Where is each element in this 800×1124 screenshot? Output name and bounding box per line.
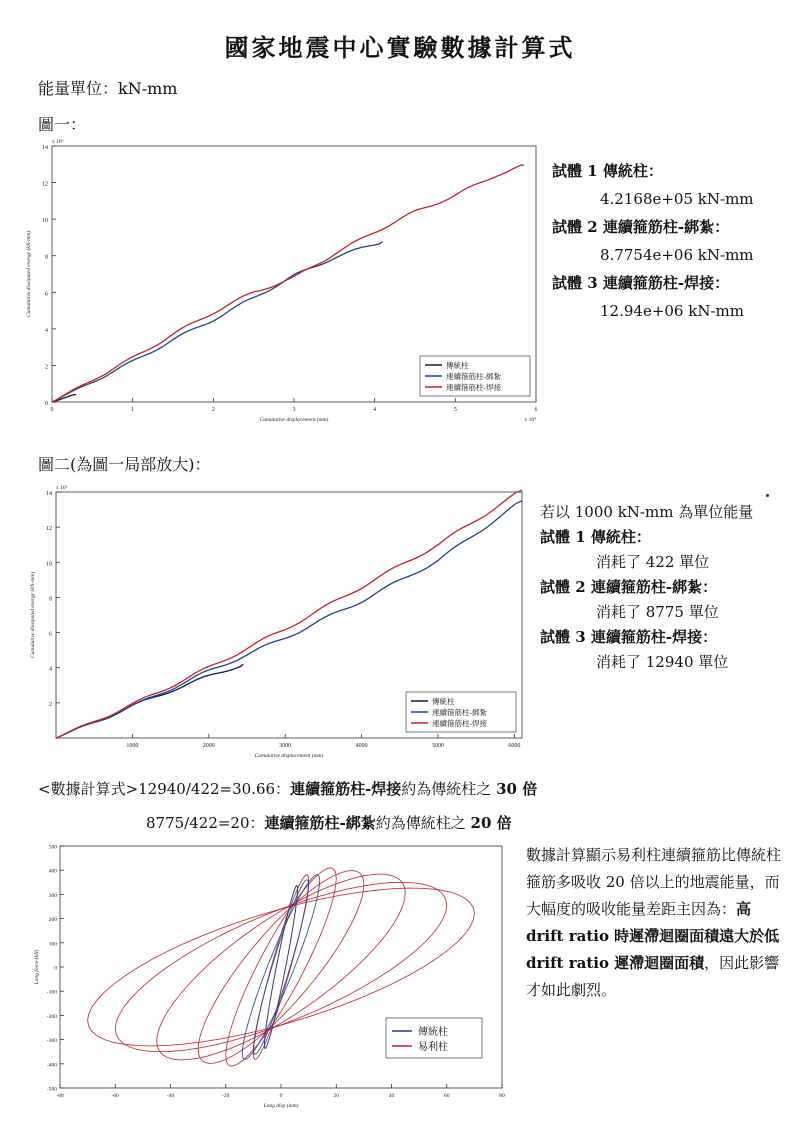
y-tick-label: -100 <box>46 989 57 996</box>
fig1-label: 圖一： <box>38 115 87 134</box>
scan-dot <box>766 494 769 497</box>
x-tick-label: -40 <box>166 1093 175 1099</box>
fig2-val1: 消耗了 422 單位 <box>596 553 710 571</box>
calc-1-mid: 約為傳統柱之 <box>401 780 492 798</box>
y-tick-label: 10 <box>42 218 48 225</box>
calc-1-bold: 連續箍筋柱-焊接 <box>290 780 402 798</box>
legend-label-2: 連續箍筋柱-綁紮 <box>432 708 487 717</box>
x-tick-label: 5000 <box>431 743 444 749</box>
y-tick-label: 12 <box>46 526 52 533</box>
hysteresis-loop-2-3 <box>226 868 336 1066</box>
chart-3 <box>28 838 512 1114</box>
x-tick-label: 4000 <box>355 743 368 749</box>
y-tick-label: 14 <box>42 145 48 151</box>
series-line-2 <box>52 242 383 403</box>
fig1-val1: 4.2168e+05 kN-mm <box>600 190 754 208</box>
calc-2-prefix: 8775/422=20： <box>146 814 265 832</box>
x-tick-label: 60 <box>444 1093 450 1099</box>
x-tick-label: 1000 <box>126 743 139 749</box>
x-axis-label: Cumulative displacement (mm) <box>254 753 324 759</box>
y-tick-label: 4 <box>49 666 52 673</box>
conclusion-normal: 數據計算顯示易利柱連續箍筋比傳統柱箍筋多吸收 20 倍以上的地震能量，而大幅度的吸收能量差距主因為： <box>526 846 782 918</box>
y-tick-label: 8 <box>45 254 48 261</box>
chart-1 <box>26 139 540 430</box>
conclusion-bold: 高 drift ratio 時遲滯迴圈面積遠大於低 drift ratio 遲滯迴圈面積 <box>526 900 780 972</box>
calc-1-end: 30 倍 <box>496 780 538 798</box>
y-tick-label: -500 <box>46 1086 57 1093</box>
x-tick-label: 5 <box>453 407 457 413</box>
x-axis-label: Long disp (mm) <box>263 1103 299 1109</box>
calc-2-end: 20 倍 <box>470 814 512 832</box>
legend-label-1: 傳統柱 <box>418 1027 448 1038</box>
x-tick-label: 2 <box>211 407 215 413</box>
x-tick-label: -60 <box>111 1093 119 1099</box>
y-tick-label: 0 <box>45 401 48 407</box>
fig1-val2: 8.7754e+06 kN-mm <box>600 246 754 264</box>
y-axis-label: Cumulative dissipated energy (kN-mm) <box>26 230 32 318</box>
series-line-1 <box>56 664 243 738</box>
conclusion-tail: ，因此影響才如此劇烈。 <box>526 954 780 999</box>
fig2-spec2: 試體 2 連續箍筋柱-綁紮： <box>540 578 718 596</box>
legend-label-1: 傳統柱 <box>446 361 469 370</box>
y-tick-label: 14 <box>46 491 52 497</box>
x-tick-label: 40 <box>388 1093 395 1099</box>
y-tick-label: -200 <box>46 1013 57 1020</box>
fig2-val2: 消耗了 8775 單位 <box>596 603 719 621</box>
y-exponent: x 10⁶ <box>52 139 64 145</box>
legend-label-1: 傳統柱 <box>432 697 455 706</box>
energy-unit: 能量單位：kN-mm <box>38 79 178 98</box>
legend-label-2: 易利柱 <box>418 1042 448 1053</box>
fig2-spec1: 試體 1 傳統柱： <box>540 528 651 546</box>
x-tick-label: 1 <box>131 407 135 413</box>
fig2-spec3: 試體 3 連續箍筋柱-焊接： <box>540 628 718 646</box>
fig2-intro: 若以 1000 kN-mm 為單位能量 <box>540 503 754 521</box>
x-tick-label: -20 <box>222 1093 230 1099</box>
y-axis-label: Long force (kN) <box>34 949 40 985</box>
x-tick-label: 20 <box>333 1093 339 1099</box>
x-tick-label: 3 <box>292 407 296 413</box>
x-exponent: x 10⁴ <box>524 417 536 423</box>
y-tick-label: 6 <box>49 631 52 638</box>
legend-label-2: 連續箍筋柱-綁紮 <box>446 372 501 381</box>
y-tick-label: -300 <box>46 1038 57 1045</box>
chart-3-svg <box>28 838 512 1114</box>
hysteresis-loop-1-2 <box>253 880 308 1054</box>
y-tick-label: 2 <box>45 364 48 371</box>
y-tick-label: 2 <box>49 701 52 708</box>
fig1-spec2: 試體 2 連續箍筋柱-綁紮： <box>552 218 730 236</box>
calc-2-mid: 約為傳統柱之 <box>375 814 466 832</box>
y-tick-label: 300 <box>48 892 57 899</box>
chart-1-svg <box>26 139 540 430</box>
fig1-spec3: 試體 3 連續箍筋柱-焊接： <box>552 274 730 292</box>
y-exponent: x 10⁵ <box>56 485 68 491</box>
y-tick-label: 400 <box>48 868 57 875</box>
fig2-label: 圖二(為圖一局部放大)： <box>38 455 211 474</box>
y-tick-label: 10 <box>46 561 52 568</box>
legend-label-3: 連續箍筋柱-焊接 <box>446 383 501 392</box>
calc-2-bold: 連續箍筋柱-綁紮 <box>264 814 376 832</box>
fig1-val3: 12.94e+06 kN-mm <box>600 302 744 320</box>
x-tick-label: 3000 <box>279 743 292 749</box>
calc-1-prefix: <數據計算式>12940/422=30.66： <box>38 780 291 798</box>
y-tick-label: 6 <box>45 291 48 298</box>
conclusion <box>526 842 781 1004</box>
y-tick-label: 0 <box>54 965 57 972</box>
y-tick-label: 500 <box>48 844 57 851</box>
x-tick-label: 6000 <box>508 743 521 749</box>
calc-line-2 <box>146 812 512 833</box>
y-tick-label: -400 <box>46 1062 57 1069</box>
x-tick-label: 80 <box>499 1093 505 1099</box>
fig1-spec1: 試體 1 傳統柱： <box>552 162 663 180</box>
y-tick-label: 200 <box>48 917 57 924</box>
fig2-results <box>540 502 753 672</box>
fig2-val3: 消耗了 12940 單位 <box>596 653 729 671</box>
hysteresis-loop-2-5 <box>157 874 406 1060</box>
page-title: 國家地震中心實驗數據計算式 <box>224 33 576 62</box>
fig1-results <box>552 160 754 322</box>
x-tick-label: -80 <box>56 1093 64 1099</box>
y-tick-label: 12 <box>42 181 48 188</box>
x-tick-label: 6 <box>534 407 538 413</box>
legend-label-3: 連續箍筋柱-焊接 <box>432 719 487 728</box>
hysteresis-loop-2-4 <box>198 871 364 1064</box>
x-tick-label: 0 <box>50 407 54 413</box>
y-axis-label: Cumulative dissipated energy (kN-mm) <box>30 571 36 659</box>
chart-2-svg <box>30 482 530 758</box>
x-axis-label: Cumulative displacement (mm) <box>259 417 329 423</box>
x-tick-label: 2000 <box>202 743 215 749</box>
y-tick-label: 100 <box>48 941 57 948</box>
y-tick-label: 4 <box>45 327 48 334</box>
x-tick-label: 4 <box>373 407 377 413</box>
x-tick-label: 0 <box>279 1093 283 1099</box>
y-tick-label: 8 <box>49 596 52 603</box>
chart-2 <box>30 482 530 758</box>
calc-line-1 <box>38 778 537 799</box>
